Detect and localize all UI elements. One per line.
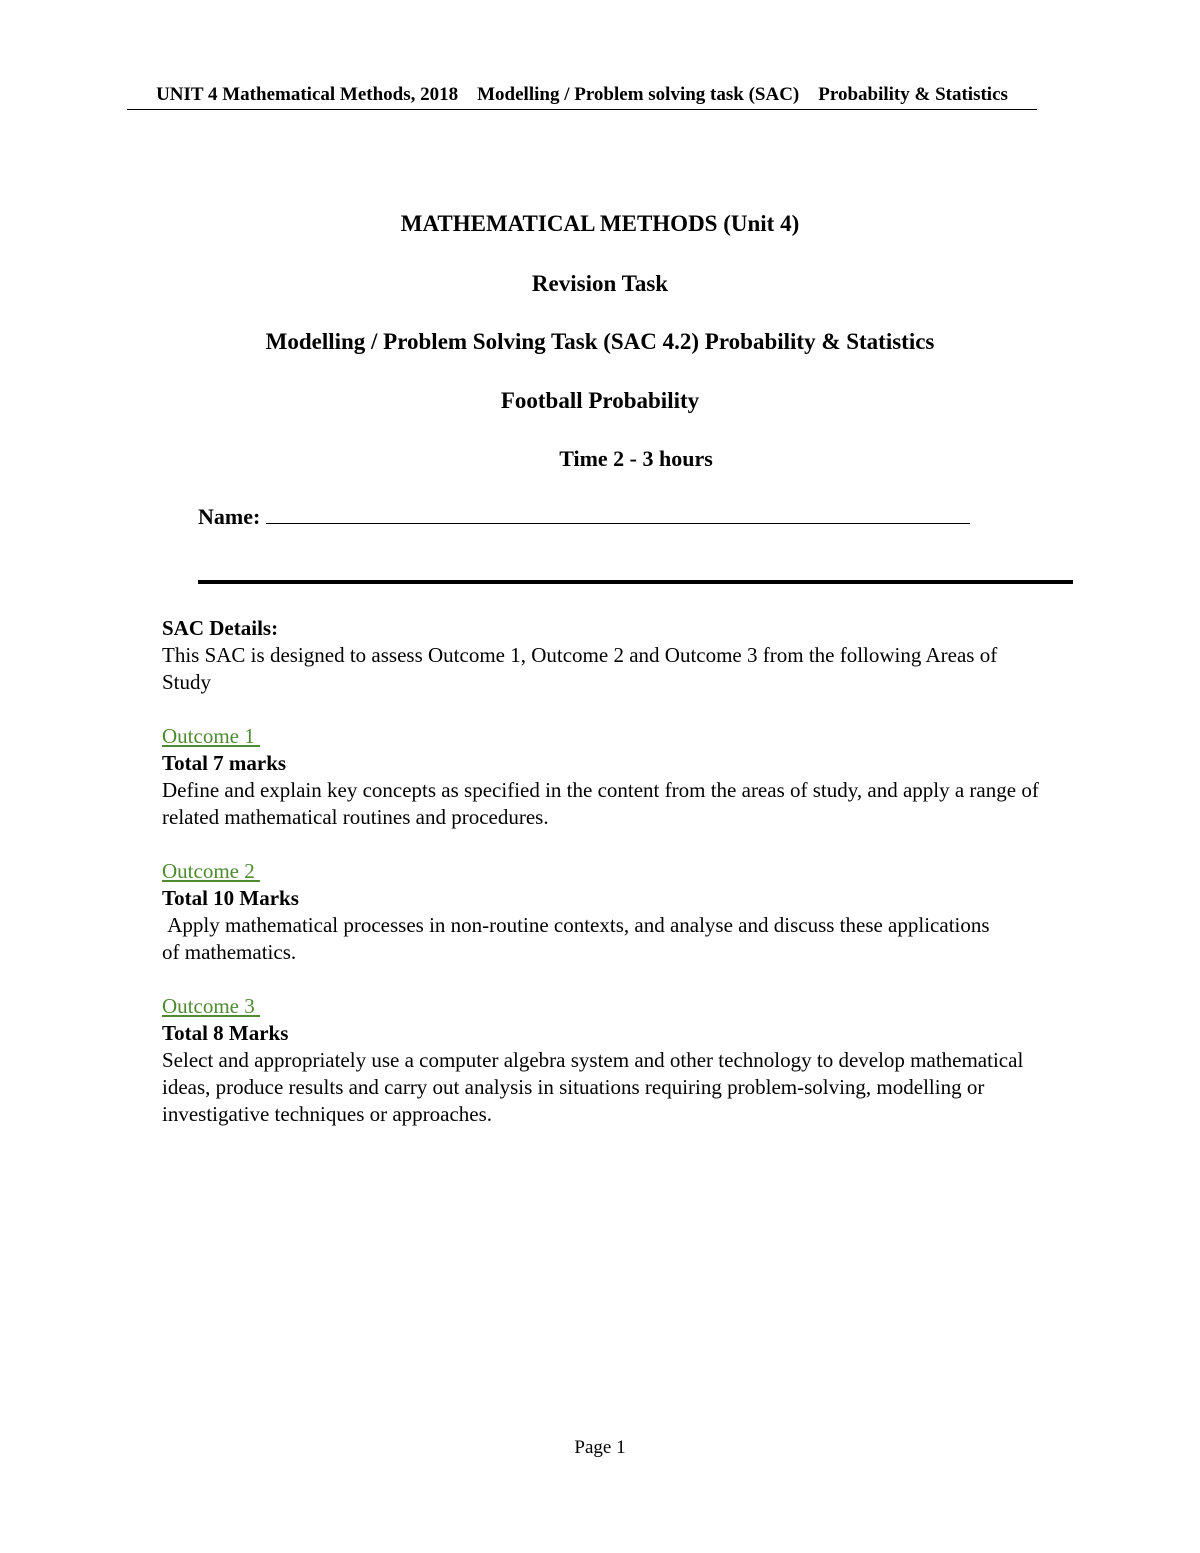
outcome-1-marks: Total 7 marks xyxy=(162,751,287,775)
running-header: UNIT 4 Mathematical Methods, 2018 Modelling / Problem solving task (SAC) Probability & Statistics xyxy=(156,84,1008,105)
outcome-2-marks: Total 10 Marks xyxy=(162,886,299,910)
name-field[interactable] xyxy=(198,503,970,530)
outcome-3-description: Select and appropriately use a computer algebra system and other technology to develop mathematical ideas, produce results and carry out analysis in situations requiring problem-solving, modelling or investigative techniques or approaches. xyxy=(162,1048,1024,1126)
outcome-3-title: Outcome 3 xyxy=(162,994,260,1018)
task-title: Modelling / Problem Solving Task (SAC 4.2) Probability & Statistics xyxy=(265,329,935,354)
outcome-1-description: Define and explain key concepts as specified in the content from the areas of study, and apply a range of related mathematical routines and procedures. xyxy=(162,778,1039,829)
page-number: Page 1 xyxy=(574,1437,626,1458)
sac-details-description: This SAC is designed to assess Outcome 1, Outcome 2 and Outcome 3 from the following Areas of Study xyxy=(162,643,998,694)
time-allowed: Time 2 - 3 hours xyxy=(559,446,713,471)
document-title: MATHEMATICAL METHODS (Unit 4) xyxy=(400,211,800,236)
outcome-3 xyxy=(162,993,1082,1128)
header-divider xyxy=(127,109,1037,110)
name-label: Name: xyxy=(198,504,261,529)
document-subtitle: Revision Task xyxy=(531,271,669,296)
name-blank-line[interactable] xyxy=(266,503,970,524)
outcome-3-marks: Total 8 Marks xyxy=(162,1021,289,1045)
outcome-2-title: Outcome 2 xyxy=(162,859,260,883)
sac-details-section xyxy=(162,615,1082,1128)
section-divider xyxy=(198,580,1073,584)
task-topic: Football Probability xyxy=(500,388,700,413)
outcome-2 xyxy=(162,858,1082,966)
outcome-1-title: Outcome 1 xyxy=(162,724,260,748)
outcome-1 xyxy=(162,723,1082,831)
outcome-2-description: Apply mathematical processes in non-routine contexts, and analyse and discuss these applications of mathematics. xyxy=(162,913,995,964)
sac-details-heading: SAC Details: xyxy=(162,616,279,640)
